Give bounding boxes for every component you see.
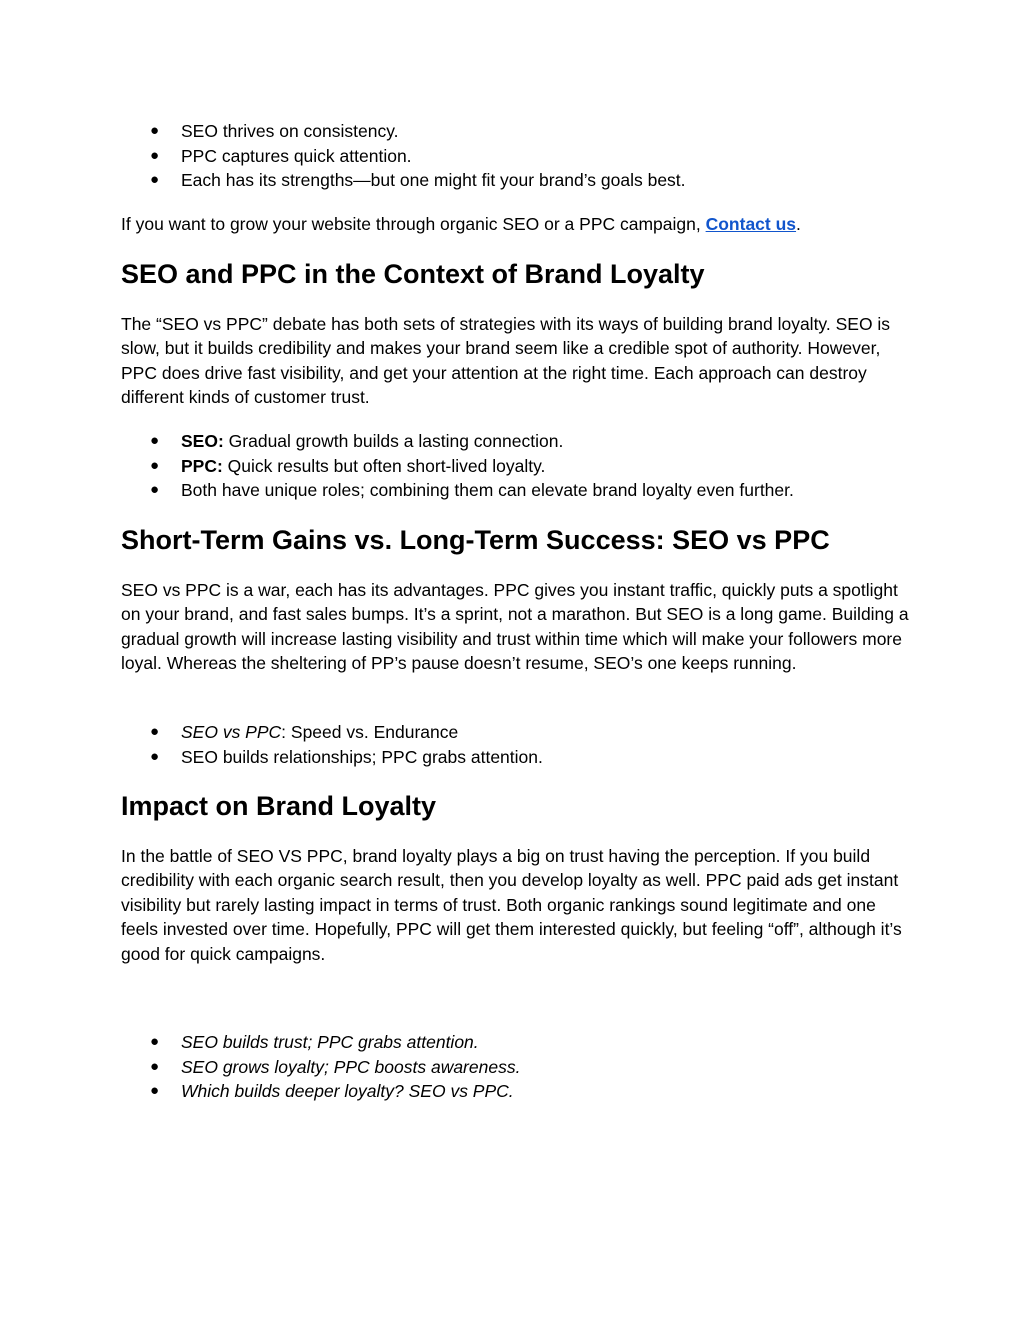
list-item: ● SEO grows loyalty; PPC boosts awareness. (121, 1055, 520, 1080)
bullet-list-intro (121, 119, 686, 193)
contact-us-link[interactable]: Contact us (705, 214, 797, 234)
list-item: ● SEO builds relationships; PPC grabs attention. (121, 745, 543, 770)
bullet-icon: ● (150, 122, 160, 139)
bullet-icon: ● (150, 1057, 160, 1075)
bullet-icon: ● (150, 723, 160, 740)
section-heading-brand-loyalty-context: SEO and PPC in the Context of Brand Loyalty (121, 259, 705, 289)
bullet-icon: ● (150, 1033, 160, 1050)
bullet-icon: ● (150, 747, 160, 765)
section-paragraph: In the battle of SEO VS PPC, brand loyalty plays a big on trust having the perception. If you build credibility with each organic search result, then you develop loyalty as well. PPC paid ads get instant visibility but rarely lasting impact in terms of trust. Both organic rankings sound legitimate and one feels invested over time. Hopefully, PPC will get them interested quickly, but feeling “off”, although it’s good for quick campaigns. (121, 846, 902, 964)
section-paragraph: SEO vs PPC is a war, each has its advantages. PPC gives you instant traffic, quickly puts a spotlight on your brand, and fast sales bumps. It’s a sprint, not a marathon. But SEO is a long game. Building a gradual growth will increase lasting visibility and trust within time which will make your followers more loyal. Whereas the sheltering of PP’s pause doesn’t resume, SEO’s one keeps running. (121, 580, 909, 674)
list-item: ● Each has its strengths—but one might fit your brand’s goals best. (121, 168, 686, 193)
bullet-icon: ● (150, 146, 160, 164)
bullet-icon: ● (150, 171, 160, 188)
section-heading-short-vs-long-term: Short-Term Gains vs. Long-Term Success: SEO vs PPC (121, 525, 830, 555)
bullet-icon: ● (150, 1082, 160, 1099)
list-item: ● Which builds deeper loyalty? SEO vs PPC. (121, 1079, 520, 1104)
list-item: ● PPC captures quick attention. (121, 144, 686, 169)
section-heading-impact-brand-loyalty: Impact on Brand Loyalty (121, 791, 437, 821)
list-item: ● SEO builds trust; PPC grabs attention. (121, 1030, 520, 1055)
bullet-icon: ● (150, 481, 160, 498)
list-item: ● SEO thrives on consistency. (121, 119, 686, 144)
bullet-icon: ● (150, 456, 160, 474)
list-item: ● SEO vs PPC: Speed vs. Endurance (121, 720, 543, 745)
list-item: ● SEO: Gradual growth builds a lasting connection. (121, 429, 794, 454)
list-item: ● PPC: Quick results but often short-lived loyalty. (121, 454, 794, 479)
bullet-list-summary (121, 1030, 520, 1104)
bullet-list-speed-endurance (121, 720, 543, 769)
bullet-icon: ● (150, 432, 160, 449)
cta-paragraph: If you want to grow your website through organic SEO or a PPC campaign, Contact us. (121, 214, 801, 234)
bullet-list-brand-loyalty (121, 429, 794, 503)
list-item: ● Both have unique roles; combining them can elevate brand loyalty even further. (121, 478, 794, 503)
section-paragraph: The “SEO vs PPC” debate has both sets of strategies with its ways of building brand loyalty. SEO is slow, but it builds credibility and makes your brand seem like a credible spot of authority. However, PPC does drive fast visibility, and get your attention at the right time. Each approach can destroy different kinds of customer trust. (121, 314, 891, 408)
